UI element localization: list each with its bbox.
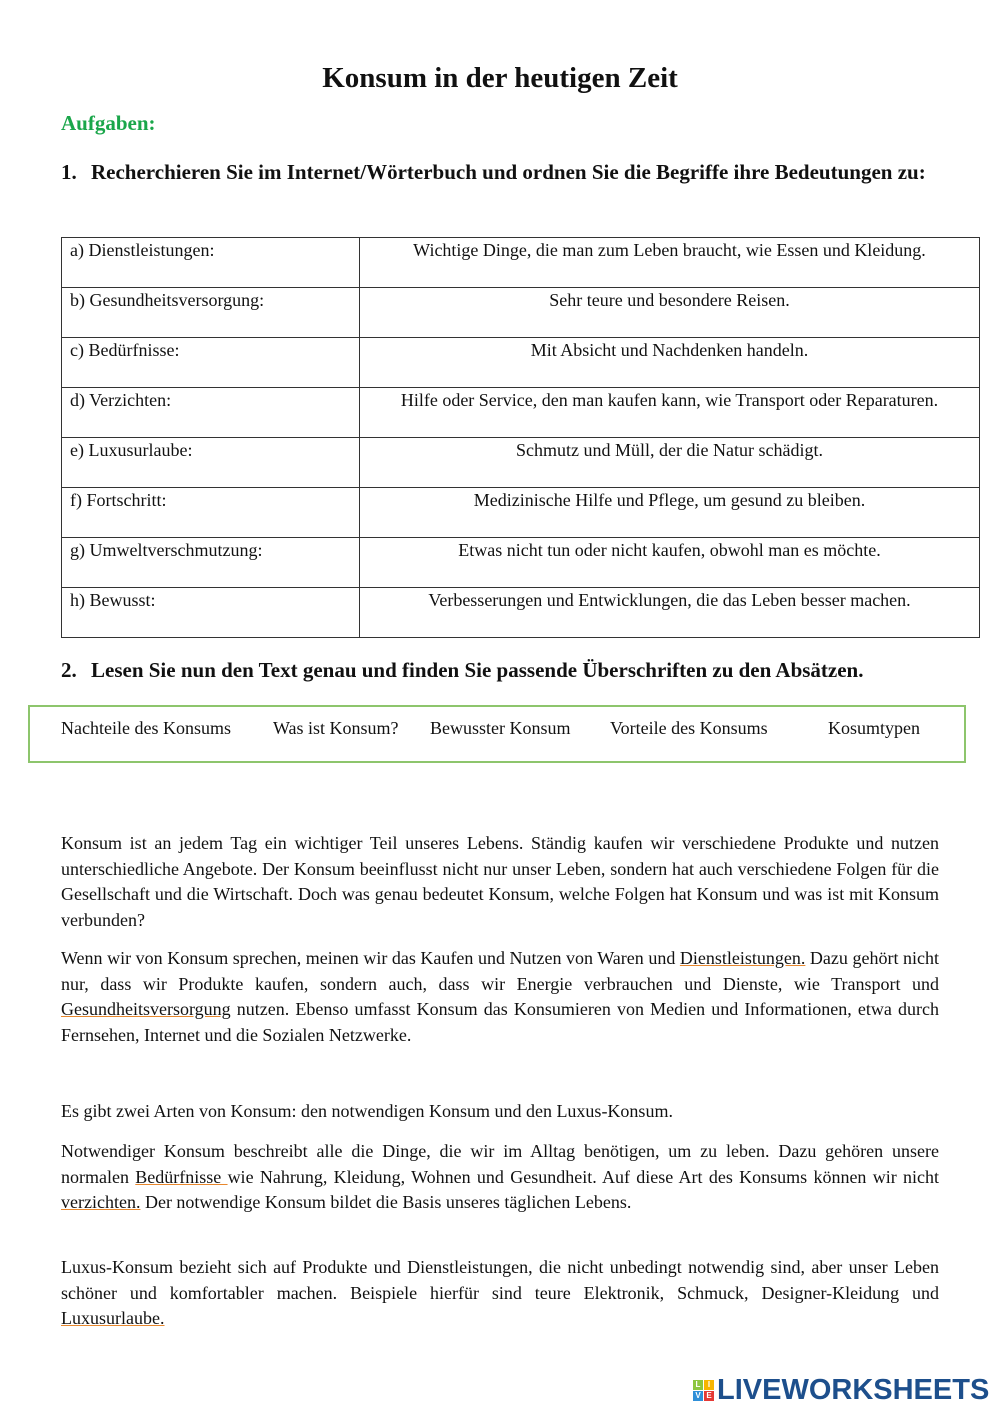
tasks-heading: Aufgaben: (61, 111, 156, 135)
underlined-term: Luxusurlaube. (61, 1308, 165, 1328)
paragraph (61, 1255, 939, 1332)
text-span: Wenn wir von Konsum sprechen, meinen wir das Kaufen und Nutzen von Waren und (61, 948, 680, 968)
liveworksheets-logo (693, 1374, 989, 1407)
term-cell: f) Fortschritt: (62, 488, 360, 538)
logo-letter: L (693, 1380, 703, 1390)
text-span: wie Nahrung, Kleidung, Wohnen und Gesundheit. Auf diese Art des Konsums können wir nicht (227, 1166, 940, 1187)
heading-option[interactable]: Bewusster Konsum (430, 718, 571, 738)
meaning-cell: Hilfe oder Service, den man kaufen kann, wie Transport oder Reparaturen. (360, 388, 980, 438)
paragraph (61, 831, 939, 933)
text-span: Luxus-Konsum bezieht sich auf Produkte und Dienstleistungen, die nicht unbedingt notwendig sind, aber unser Leben schöner und komfortabler machen. Beispiele hierfür sind teure Elektronik, Schmuck, Designer-Kleidung und (61, 1257, 939, 1303)
logo-letter: V (693, 1391, 703, 1401)
underlined-term: Bedürfnisse (135, 1166, 228, 1187)
logo-letter: I (704, 1380, 714, 1390)
term-cell: d) Verzichten: (62, 388, 360, 438)
table-row (62, 238, 980, 288)
text-span: Der notwendige Konsum bildet die Basis unseres täglichen Lebens. (140, 1192, 632, 1212)
paragraph (61, 1099, 939, 1125)
table-row (62, 338, 980, 388)
underlined-term: Dienstleistungen. (679, 948, 806, 968)
term-cell: b) Gesundheitsversorgung: (62, 288, 360, 338)
text-span: Konsum ist an jedem Tag ein wichtiger Teil unseres Lebens. Ständig kaufen wir verschiedene Produkte und nutzen unterschiedliche Angebote. Der Konsum beeinflusst nicht nur unser Leben, sondern hat auch verschiedene Folgen für die Gesellschaft und die Wirtschaft. Doch was genau bedeutet Konsum, welche Folgen hat Konsum und was ist mit Konsum verbunden? (61, 833, 939, 930)
heading-option[interactable]: Was ist Konsum? (273, 718, 399, 738)
underlined-term: Gesundheitsversorgung (61, 999, 231, 1019)
table-row (62, 488, 980, 538)
task-1 (61, 160, 939, 185)
task-text: Recherchieren Sie im Internet/Wörterbuch und ordnen Sie die Begriffe ihre Bedeutungen zu: (91, 160, 926, 184)
meaning-cell: Etwas nicht tun oder nicht kaufen, obwohl man es möchte. (360, 538, 980, 588)
heading-option[interactable]: Kosumtypen (828, 718, 920, 738)
term-cell: e) Luxusurlaube: (62, 438, 360, 488)
task-2 (61, 658, 939, 683)
underlined-term: verzichten. (61, 1192, 141, 1212)
term-cell: g) Umweltverschmutzung: (62, 538, 360, 588)
table-row (62, 288, 980, 338)
heading-option[interactable]: Vorteile des Konsums (610, 718, 768, 738)
term-cell: h) Bewusst: (62, 588, 360, 638)
text-span: nutzen. Ebenso umfasst Konsum das Konsumieren von Medien und Informationen, etwa durch Fernsehen, Internet und die Sozialen Netzwerke. (61, 999, 939, 1045)
matching-table (61, 237, 980, 638)
text-span: Es gibt zwei Arten von Konsum: den notwendigen Konsum und den Luxus-Konsum. (61, 1101, 673, 1121)
table-row (62, 388, 980, 438)
task-number: 2. (61, 658, 77, 682)
task-text: Lesen Sie nun den Text genau und finden Sie passende Überschriften zu den Absätzen. (91, 658, 864, 682)
headings-box (28, 705, 966, 763)
meaning-cell: Medizinische Hilfe und Pflege, um gesund zu bleiben. (360, 488, 980, 538)
term-cell: a) Dienstleistungen: (62, 238, 360, 288)
meaning-cell: Verbesserungen und Entwicklungen, die das Leben besser machen. (360, 588, 980, 638)
logo-letter: E (704, 1391, 714, 1401)
term-cell: c) Bedürfnisse: (62, 338, 360, 388)
paragraph (61, 1139, 939, 1216)
paragraph (61, 946, 939, 1048)
table-row (62, 538, 980, 588)
text-span: Dazu gehört nicht nur, dass wir Produkte kaufen, sondern auch, dass wir Energie verbrauchen und Dienste, wie Transport und (61, 948, 939, 994)
heading-option[interactable]: Nachteile des Konsums (61, 718, 231, 738)
task-number: 1. (61, 160, 77, 184)
meaning-cell: Wichtige Dinge, die man zum Leben braucht, wie Essen und Kleidung. (360, 238, 980, 288)
meaning-cell: Schmutz und Müll, der die Natur schädigt. (360, 438, 980, 488)
table-row (62, 438, 980, 488)
meaning-cell: Mit Absicht und Nachdenken handeln. (360, 338, 980, 388)
logo-icon (693, 1380, 714, 1401)
table-row (62, 588, 980, 638)
logo-text: LIVEWORKSHEETS (717, 1374, 990, 1406)
meaning-cell: Sehr teure und besondere Reisen. (360, 288, 980, 338)
page-title: Konsum in der heutigen Zeit (322, 62, 678, 94)
text-span: Notwendiger Konsum beschreibt alle die Dinge, die wir im Alltag benötigen, um zu leben. Dazu gehören unsere normalen (61, 1141, 939, 1187)
